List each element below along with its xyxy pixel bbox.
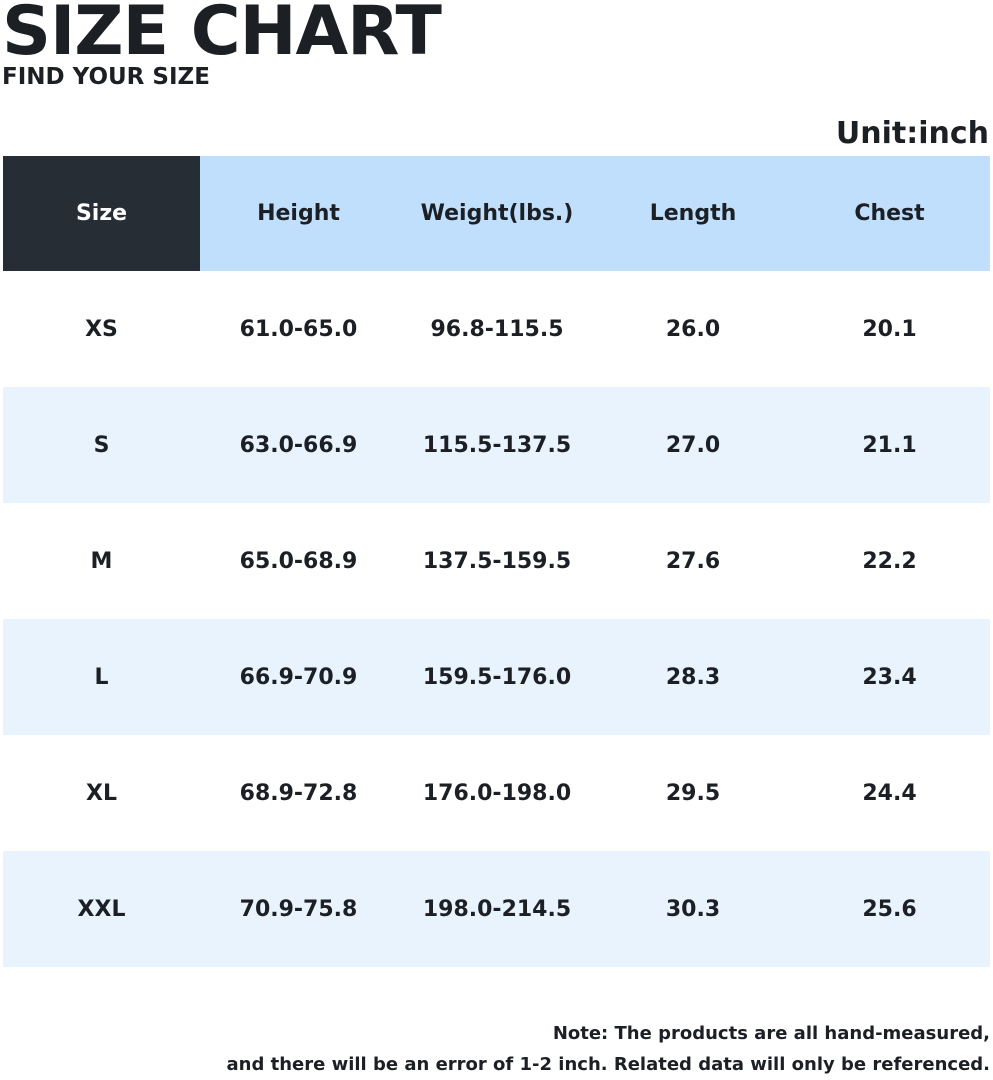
cell-size: M [90,548,113,574]
cell-size: XS [85,316,118,342]
note-line-2: and there will be an error of 1-2 inch. Related data will only be referenced. [226,1054,990,1075]
unit-label: Unit:inch [835,116,989,151]
cell-height: 70.9-75.8 [239,896,358,922]
cell-height: 63.0-66.9 [239,432,358,458]
cell-weight: 137.5-159.5 [422,548,572,574]
cell-size: L [94,664,109,690]
cell-length: 28.3 [665,664,721,690]
cell-chest: 22.2 [862,548,917,574]
cell-chest: 25.6 [862,896,917,922]
cell-weight: 115.5-137.5 [422,432,572,458]
cell-size: XL [86,780,117,806]
cell-length: 27.0 [665,432,721,458]
measurement-note [226,1018,990,1080]
size-table [3,156,990,967]
table-row [3,851,990,967]
table-header-row [3,156,990,271]
cell-size: XXL [77,896,126,922]
column-header-size: Size [3,156,200,271]
cell-height: 66.9-70.9 [239,664,358,690]
cell-weight: 176.0-198.0 [422,780,572,806]
table-row [3,735,990,851]
table-row [3,619,990,735]
column-header-weight: Weight(lbs.) [420,201,574,226]
cell-chest: 20.1 [862,316,917,342]
cell-length: 30.3 [665,896,721,922]
cell-length: 29.5 [665,780,721,806]
cell-height: 68.9-72.8 [239,780,358,806]
cell-chest: 24.4 [862,780,917,806]
cell-weight: 159.5-176.0 [422,664,572,690]
cell-height: 65.0-68.9 [239,548,358,574]
cell-weight: 96.8-115.5 [430,316,564,342]
cell-chest: 23.4 [862,664,917,690]
cell-size: S [93,432,110,458]
cell-length: 26.0 [665,316,721,342]
column-header-chest: Chest [854,201,925,226]
cell-length: 27.6 [665,548,721,574]
column-header-length: Length [649,201,737,226]
table-row [3,503,990,619]
column-header-height: Height [257,201,340,226]
page-subtitle: FIND YOUR SIZE [2,64,210,90]
note-line-1: Note: The products are all hand-measured, [552,1023,990,1044]
cell-weight: 198.0-214.5 [422,896,572,922]
page-title: SIZE CHART [2,0,441,71]
cell-height: 61.0-65.0 [239,316,358,342]
cell-chest: 21.1 [862,432,917,458]
table-row [3,387,990,503]
table-row [3,271,990,387]
